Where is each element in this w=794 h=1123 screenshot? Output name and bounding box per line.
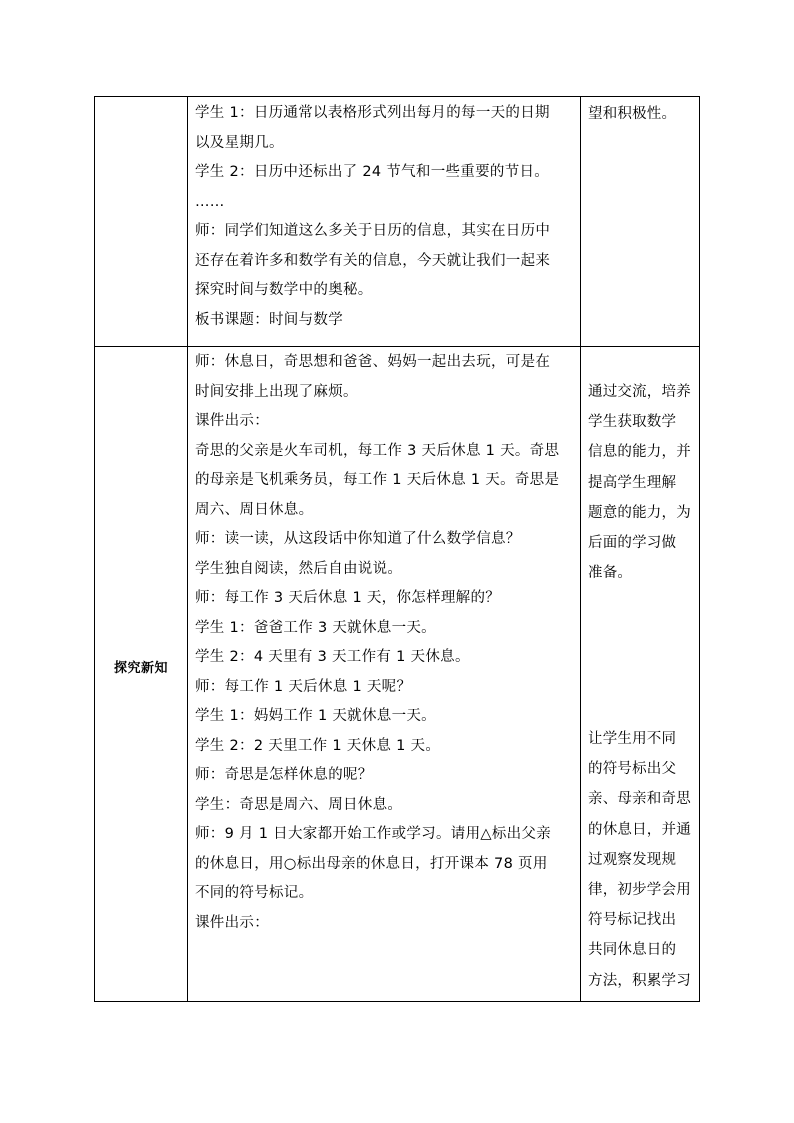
row2-note-b-6: 律，初步学会用 — [588, 882, 691, 899]
row1-content-cell — [188, 99, 580, 335]
row1-notes-cell — [581, 99, 699, 129]
row2-note-a-3: 信息的能力，并 — [588, 444, 691, 461]
row-divider — [95, 346, 699, 347]
row1-line-1: 学生 1：日历通常以表格形式列出每月的每一天的日期 — [195, 105, 550, 121]
row2-line-19: 不同的符号标记。 — [195, 885, 314, 901]
row2-line-2: 时间安排上出现了麻烦。 — [195, 383, 358, 400]
row2-line-4: 奇思的父亲是火车司机，每工作 3 天后休息 1 天。奇思 — [195, 442, 560, 459]
row2-line-8: 学生独自阅读，然后自由说说。 — [195, 560, 403, 577]
row2-note-b-3: 亲、母亲和奇思 — [588, 791, 691, 808]
row2-note-a-4: 提高学生理解 — [588, 474, 677, 491]
row2-line-7: 师：读一读，从这段话中你知道了什么数学信息？ — [195, 531, 521, 547]
row2-notes-b — [581, 724, 699, 996]
row1-line-3: 学生 2：日历中还标出了 24 节气和一些重要的节日。 — [195, 164, 550, 180]
row1-line-2: 以及星期几。 — [195, 134, 284, 151]
row2-note-a-1: 通过交流，培养 — [588, 384, 691, 400]
row1-note-1: 望和积极性。 — [588, 106, 677, 122]
row2-line-17: 师：9 月 1 日大家都开始工作或学习。请用△标出父亲 — [195, 826, 552, 842]
lesson-plan-table — [94, 96, 700, 1002]
row2-line-14: 学生 2：2 天里工作 1 天休息 1 天。 — [195, 737, 441, 754]
row2-line-1: 师：休息日，奇思想和爸爸、妈妈一起出去玩，可是在 — [195, 354, 551, 370]
row2-note-a-6: 后面的学习做 — [588, 535, 677, 552]
row2-line-6: 周六、周日休息。 — [195, 501, 314, 518]
row2-note-b-1: 让学生用不同 — [588, 731, 677, 747]
row2-line-16: 学生：奇思是周六、周日休息。 — [195, 796, 403, 813]
row2-line-3: 课件出示： — [195, 413, 269, 429]
row2-note-b-9: 方法，积累学习 — [588, 972, 691, 989]
row2-note-a-2: 学生获取数学 — [588, 414, 677, 431]
row2-note-b-4: 的休息日，并通 — [588, 821, 691, 838]
row2-notes-a — [581, 377, 699, 588]
row2-line-20: 课件出示： — [195, 914, 269, 931]
row2-note-b-2: 的符号标出父 — [588, 761, 677, 778]
row2-line-18: 的休息日，用○标出母亲的休息日，打开课本 78 页用 — [195, 855, 548, 872]
row2-line-12: 师：每工作 1 天后休息 1 天呢？ — [195, 678, 412, 695]
row2-note-b-5: 过观察发现规 — [588, 851, 677, 868]
row2-line-10: 学生 1：爸爸工作 3 天就休息一天。 — [195, 619, 436, 636]
row1-line-7: 探究时间与数学中的奥秘。 — [195, 282, 373, 298]
row2-content-cell — [188, 348, 580, 938]
row1-line-8: 板书课题：时间与数学 — [195, 311, 343, 328]
row2-line-15: 师：奇思是怎样休息的呢？ — [195, 767, 373, 783]
row2-line-11: 学生 2：4 天里有 3 天工作有 1 天休息。 — [195, 649, 470, 665]
row2-note-b-8: 共同休息日的 — [588, 942, 677, 959]
row2-line-5: 的母亲是飞机乘务员，每工作 1 天后休息 1 天。奇思是 — [195, 472, 560, 488]
row1-line-4: …… — [195, 193, 225, 210]
row2-note-a-5: 题意的能力，为 — [588, 504, 691, 521]
row1-line-5: 师：同学们知道这么多关于日历的信息，其实在日历中 — [195, 223, 551, 239]
row2-line-13: 学生 1：妈妈工作 1 天就休息一天。 — [195, 708, 436, 724]
row2-note-b-7: 符号标记找出 — [588, 912, 677, 929]
section-label-explore: 探究新知 — [113, 661, 168, 676]
row1-line-6: 还存在着许多和数学有关的信息，今天就让我们一起来 — [195, 252, 551, 269]
row2-note-a-7: 准备。 — [588, 565, 633, 582]
row2-line-9: 师：每工作 3 天后休息 1 天，你怎样理解的？ — [195, 590, 501, 606]
